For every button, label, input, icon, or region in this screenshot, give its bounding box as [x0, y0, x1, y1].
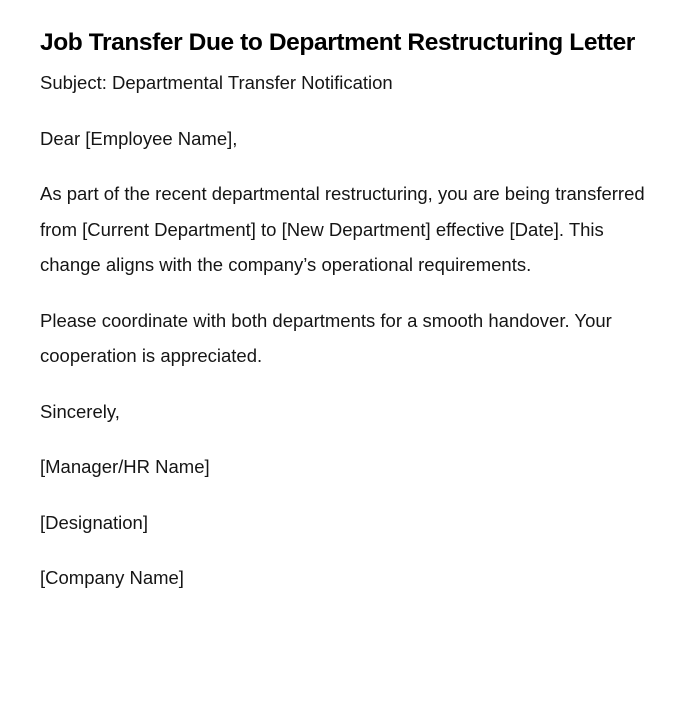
signature-designation: [Designation]	[40, 511, 148, 533]
letter-title: Job Transfer Due to Department Restructuring Letter	[40, 29, 635, 56]
letter-salutation: Dear [Employee Name],	[40, 127, 238, 149]
letter-body-paragraph: As part of the recent departmental restructuring, you are being transferred from [Current Department] to [New Department] effective [Date]. This change aligns with the company’s operational requirements.	[40, 183, 645, 275]
letter-subject: Subject: Departmental Transfer Notification	[40, 72, 393, 93]
signature-company: [Company Name]	[40, 567, 184, 588]
signature-name: [Manager/HR Name]	[40, 456, 210, 477]
letter-body-paragraph: Please coordinate with both departments for a smooth handover. Your cooperation is appreciated.	[40, 309, 612, 366]
letter-closing: Sincerely,	[40, 400, 120, 422]
